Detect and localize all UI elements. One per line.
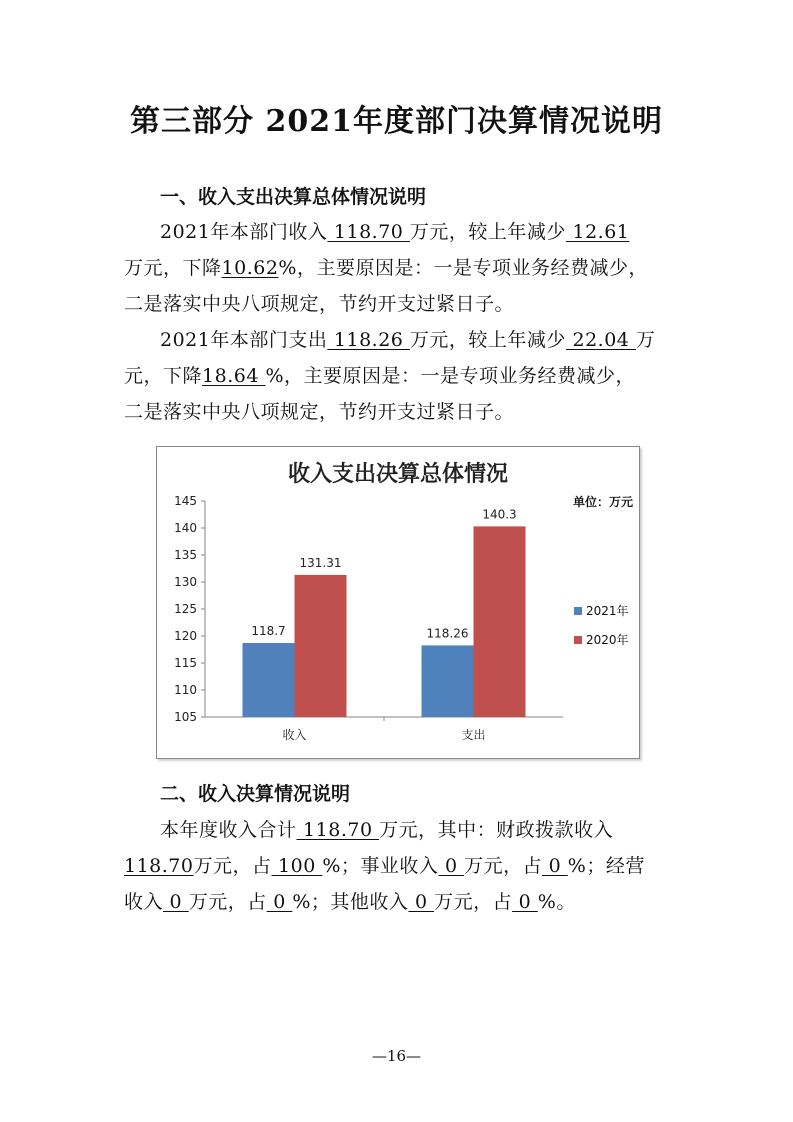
y-tick-label: 120 [174,629,197,643]
paragraph-expense-line1: 2021年本部门支出 118.26 万元，较上年减少 22.04 万 [160,329,656,351]
data-label: 118.26 [426,626,469,641]
section-heading-2: 二、收入决算情况说明 [160,783,351,805]
y-tick-label: 130 [174,575,197,589]
data-label: 131.31 [299,555,342,570]
data-label: 140.3 [482,507,517,522]
legend-swatch-2021 [574,607,582,615]
y-tick-label: 140 [174,521,197,535]
y-tick-label: 105 [174,710,197,724]
legend-item-2021 [574,602,629,619]
chart-title: 收入支出决算总体情况 [287,462,508,487]
chart-plot [157,447,639,758]
income-expense-chart [156,446,640,759]
legend-label-2021: 2021年 [586,604,629,618]
paragraph-income-line3: 二是落实中央八项规定，节约开支过紧日子。 [124,293,515,315]
bar-2021年-支出 [422,645,474,717]
y-tick-label: 135 [174,548,197,562]
y-tick-label: 115 [174,656,197,670]
chart-legend [574,602,629,660]
data-label: 118.7 [251,624,286,639]
bar-2020年-收入 [295,575,347,717]
paragraph-revenue-line3: 收入 0 万元，占 0 %；其他收入 0 万元，占 0 %。 [124,891,576,913]
paragraph-revenue-line1: 本年度收入合计 118.70 万元，其中：财政拨款收入 [160,819,614,841]
paragraph-revenue-line2: 118.70万元，占 100 %；事业收入 0 万元，占 0 %；经营 [124,855,645,877]
bar-2021年-收入 [243,643,295,717]
section-heading-1: 一、收入支出决算总体情况说明 [160,186,427,208]
paragraph-income-line1: 2021年本部门收入 118.70 万元，较上年减少 12.61 [160,221,630,243]
paragraph-income-line2: 万元，下降10.62%，主要原因是：一是专项业务经费减少， [124,257,648,279]
chart-unit-label: 单位：万元 [572,495,633,509]
y-tick-label: 145 [174,494,197,508]
legend-item-2020 [574,631,629,648]
bar-2020年-支出 [474,526,526,717]
paragraph-expense-line2: 元，下降18.64 %，主要原因是：一是专项业务经费减少， [124,365,636,387]
paragraph-expense-line3: 二是落实中央八项规定，节约开支过紧日子。 [124,401,515,423]
y-tick-label: 110 [174,683,197,697]
y-tick-label: 125 [174,602,197,616]
page-title: 第三部分 2021年度部门决算情况说明 [130,104,663,139]
legend-swatch-2020 [574,636,582,644]
page-number: —16— [371,1047,422,1065]
x-category-label: 收入 [282,728,307,742]
x-category-label: 支出 [461,728,486,742]
legend-label-2020: 2020年 [586,633,629,647]
